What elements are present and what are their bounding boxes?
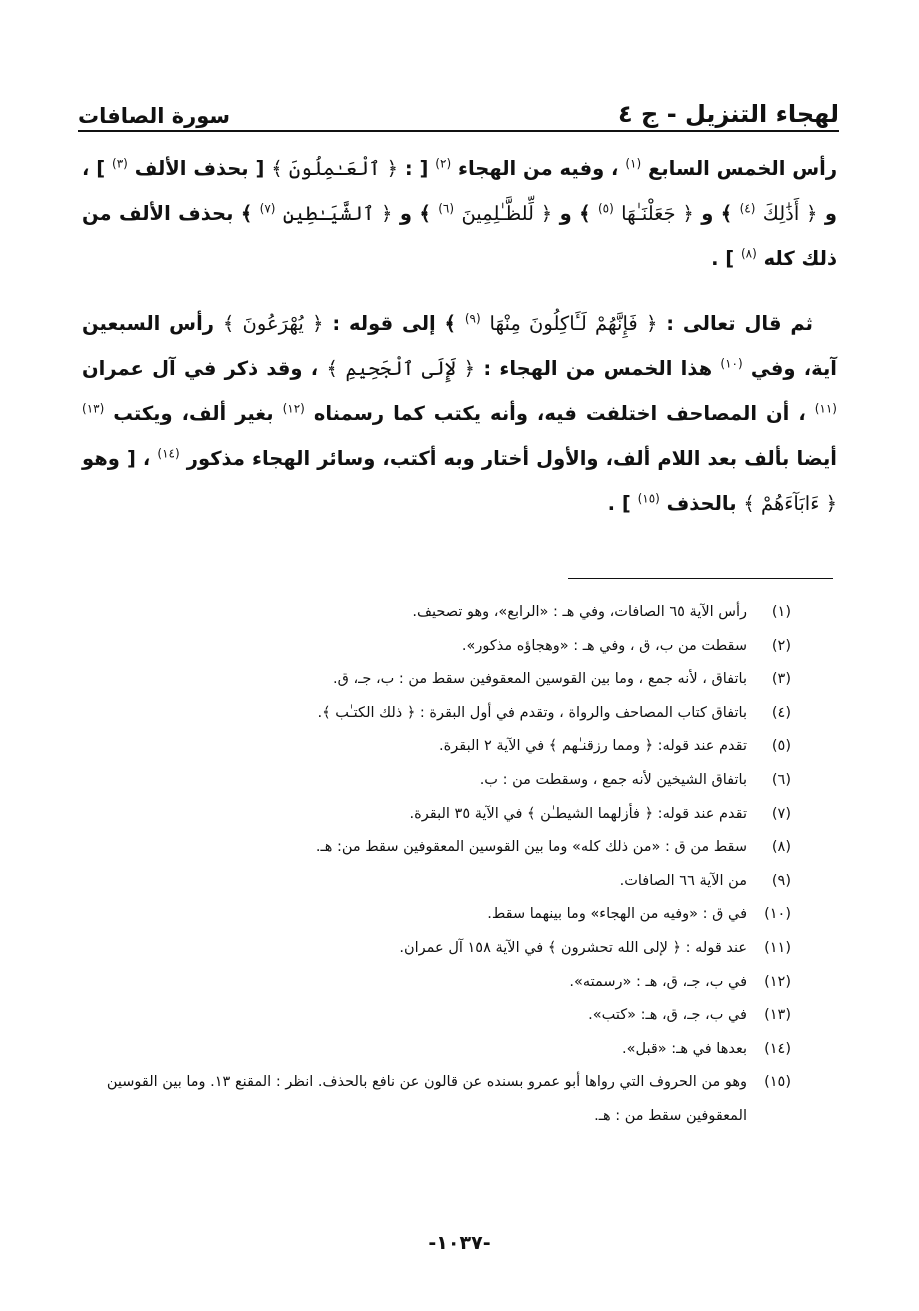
footnote-ref: (١٥) — [637, 491, 660, 506]
footnote-number: (١٢) — [764, 973, 791, 990]
surah-title: سورة الصافات — [78, 104, 231, 128]
footnote-number: (٢) — [771, 637, 791, 654]
footnote-number: (٥) — [771, 738, 791, 755]
footnote-text: سقطت من ب، ق ، وفي هـ : «وهجاؤه مذكور». — [461, 637, 747, 654]
footnote-number: (١) — [771, 604, 791, 620]
footnote-ref: (٣) — [112, 156, 128, 171]
footnote-number: (٨) — [771, 839, 791, 856]
footnote-text: في ق : «وفيه من الهجاء» وما بينهما سقط. — [487, 906, 747, 923]
text-run: ] . — [607, 492, 631, 515]
footnote-ref: (٨) — [740, 246, 757, 261]
footnote-ref: (١٣) — [82, 401, 105, 416]
quran-quote: ﴿ جَعَلْنَـٰهَا — [621, 202, 694, 225]
text-run: رأس الخمس السابع — [648, 157, 838, 180]
footnote-item — [86, 730, 791, 764]
text-run: ﴾ و — [399, 202, 431, 225]
text-run: [ بحذف الألف — [134, 157, 265, 180]
footnote-number: (٧) — [771, 805, 791, 822]
text-run: ، أن المصاحف اختلفت فيه، وأنه يكتب كما رسمناه — [313, 402, 806, 425]
text-run: ﴾ إلى قوله : — [332, 312, 456, 335]
footnote-ref: (٥) — [597, 201, 614, 216]
footnote-text: باتفاق الشيخين لأنه جمع ، وسقطت من : ب. — [479, 771, 747, 788]
footnote-text: من الآية ٦٦ الصافات. — [619, 872, 747, 889]
footnote-ref: (١٤) — [157, 446, 180, 461]
text-run: ] ، و — [82, 157, 837, 225]
footnote-ref: (١١) — [814, 401, 837, 416]
footnote-item — [86, 630, 791, 664]
footnote-item — [86, 865, 791, 899]
footnote-text: عند قوله : ﴿ لإلى الله تحشرون ﴾ في الآية ١٥٨ آل عمران. — [399, 939, 747, 956]
quran-quote: ﴿ فَإِنَّهُمْ لَـَٔاكِلُونَ مِنْهَا — [489, 312, 658, 335]
text-run: ﴾ و — [559, 202, 591, 225]
footnote-text: باتفاق كتاب المصاحف والرواة ، وتقدم في أول البقرة : ﴿ ذلك الكتـٰب ﴾. — [317, 704, 747, 721]
quran-quote: ﴿ لِّلظَّـٰلِمِينَ — [461, 202, 553, 225]
footnote-item — [86, 697, 791, 731]
footnote-item — [86, 898, 791, 932]
text-run: ، وقد ذكر في آل عمران — [82, 357, 319, 380]
footnote-number: (١٠) — [764, 906, 791, 923]
footnote-text: وهو من الحروف التي رواها أبو عمرو بسنده عن قالون عن نافع بالحذف. انظر : المقنع ١٣. وما بين القوسين المعقوفين سقط من : هـ. — [106, 1074, 747, 1124]
text-run: [ : — [404, 157, 429, 180]
footnote-separator — [568, 578, 833, 579]
book-title: لهجاء التنزيل - ج ٤ — [618, 100, 839, 128]
footnote-text: بعدها في هـ: «قبل». — [622, 1040, 747, 1057]
footnotes-list — [86, 596, 831, 1134]
quran-quote: ﴿ ٱلْعَـٰمِلُونَ ﴾ — [271, 157, 399, 180]
text-run: رأس السبعين آية، وفي — [82, 312, 837, 380]
footnote-ref: (١) — [625, 156, 642, 171]
footnote-item — [86, 596, 791, 630]
footnote-ref: (٧) — [259, 201, 276, 216]
footnote-item — [86, 764, 791, 798]
text-run: بالحذف — [666, 492, 737, 515]
footnote-text: في ب، جـ، ق، هـ : «رسمته». — [569, 973, 747, 990]
footnote-text: رأس الآية ٦٥ الصافات، وفي هـ : «الرابع»، وهو تصحيف. — [412, 604, 747, 620]
footnote-number: (١٥) — [764, 1074, 791, 1091]
footnote-ref: (٢) — [435, 156, 452, 171]
text-run: هذا الخمس من الهجاء : — [483, 357, 713, 380]
text-run: ثم قال تعالى : — [666, 312, 813, 335]
quran-quote: ﴿ ءَابَآءَهُمْ ﴾ — [743, 492, 837, 515]
footnote-item — [86, 966, 791, 1000]
footnote-item — [86, 999, 791, 1033]
footnote-text: تقدم عند قوله: ﴿ ومما رزقنـٰهم ﴾ في الآية ٢ البقرة. — [439, 738, 747, 755]
footnote-ref: (١٢) — [282, 401, 305, 416]
footnote-number: (٩) — [771, 872, 791, 889]
footnote-number: (١١) — [764, 939, 791, 956]
footnote-item — [86, 1066, 791, 1133]
footnote-text: في ب، جـ، ق، هـ: «كتب». — [588, 1007, 747, 1024]
footnote-ref: (٤) — [739, 201, 756, 216]
quran-quote: ﴿ أَذَٰلِكَ — [762, 202, 818, 225]
footnote-item — [86, 663, 791, 697]
paragraph-2 — [82, 301, 837, 526]
text-run: ﴾ بحذف الألف من ذلك كله — [82, 202, 837, 270]
quran-quote: ﴿ يُهْرَعُونَ ﴾ — [222, 312, 324, 335]
text-run: أيضا بألف بعد اللام ألف، والأول أختار وبه أكتب، وسائر الهجاء مذكور — [186, 447, 837, 470]
paragraph-1 — [82, 146, 837, 281]
footnote-item — [86, 932, 791, 966]
text-run: ، [ وهو — [82, 447, 151, 470]
footnote-ref: (٦) — [438, 201, 455, 216]
running-header — [78, 84, 839, 132]
footnote-number: (٤) — [771, 704, 791, 721]
text-run: ﴾ و — [701, 202, 733, 225]
quran-quote: ﴿ لَإِلَى ٱلْجَحِيمِ ﴾ — [326, 357, 476, 380]
footnote-item — [86, 798, 791, 832]
footnote-ref: (٩) — [464, 311, 481, 326]
text-run: بغير ألف، ويكتب — [113, 402, 274, 425]
text-run: ] . — [711, 247, 735, 270]
page-number: -١٠٣٧- — [428, 1232, 491, 1254]
footnote-text: تقدم عند قوله: ﴿ فأزلهما الشيطـٰن ﴾ في الآية ٣٥ البقرة. — [409, 805, 747, 822]
footnote-item — [86, 831, 791, 865]
text-run: ، وفيه من الهجاء — [457, 157, 619, 180]
footnote-item — [86, 1033, 791, 1067]
footnote-number: (١٤) — [764, 1040, 791, 1057]
main-text — [82, 146, 837, 526]
quran-quote: ﴿ ٱلشَّيَـٰطِينِ — [282, 202, 393, 225]
footnote-number: (٣) — [771, 671, 791, 688]
footnote-text: باتفاق ، لأنه جمع ، وما بين القوسين المعقوفين سقط من : ب، جـ، ق. — [332, 671, 747, 688]
footnote-text: سقط من ق : «من ذلك كله» وما بين القوسين المعقوفين سقط من: هـ. — [315, 839, 747, 856]
footnote-number: (٦) — [771, 771, 791, 788]
footnote-ref: (١٠) — [720, 356, 743, 371]
footnote-number: (١٣) — [764, 1007, 791, 1024]
